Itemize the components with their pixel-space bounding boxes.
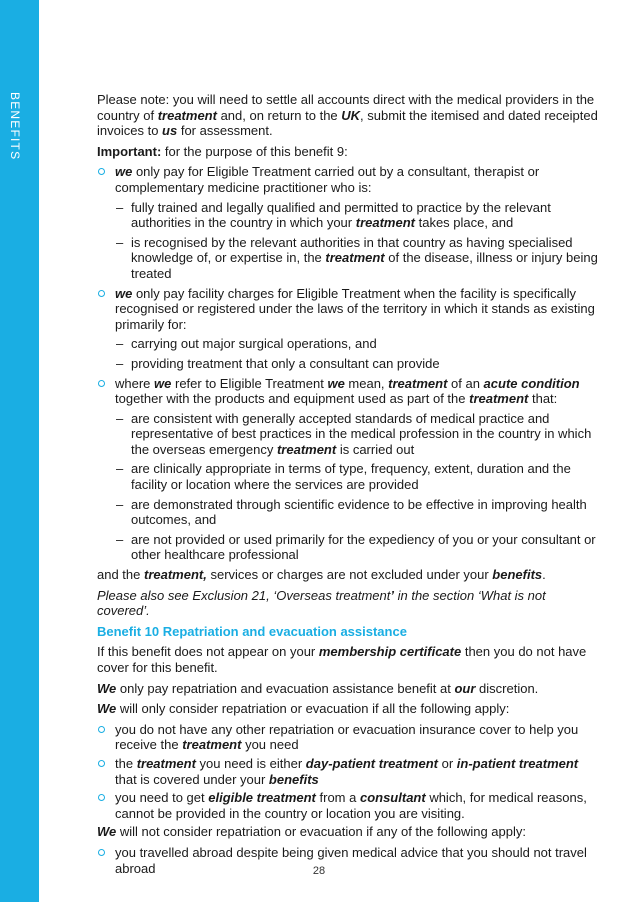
see-also-note: Please also see Exclusion 21, ‘Overseas treatment’ in the section ‘What is not covered’. [97, 587, 546, 619]
benefit-10-paragraph: We will not consider repatriation or evacuation if any of the following apply: [97, 824, 526, 840]
important-paragraph: Important: for the purpose of this benefit 9: [97, 143, 348, 159]
conditions-list [97, 722, 601, 822]
sidebar [0, 0, 39, 902]
list-item: – are demonstrated through scientific evidence to be effective in improving health outcomes, and [115, 497, 601, 528]
list-item: you travelled abroad despite being given medical advice that you should not travel abroad [97, 845, 601, 876]
eligibility-list [97, 164, 601, 563]
list-item: – are clinically appropriate in terms of type, frequency, extent, duration and the facility or location where the services are provided [115, 461, 601, 492]
closing-paragraph: and the treatment, services or charges are not excluded under your benefits. [97, 567, 546, 583]
list-item: – providing treatment that only a consultant can provide [115, 356, 601, 372]
list-item: we only pay facility charges for Eligible Treatment when the facility is specifically recognised or registered under the laws of the territory in which it stands as existing primarily for: – carrying out major surgical operations, and – providing treatment that only a consultant can provide [97, 286, 601, 372]
benefit-10-paragraph: We will only consider repatriation or evacuation if all the following apply: [97, 701, 510, 717]
list-item: – fully trained and legally qualified and permitted to practice by the relevant authorities in the country in which your treatment takes place, and [115, 200, 601, 231]
intro-paragraph: Please note: you will need to settle all accounts direct with the medical providers in the country of treatment and, on return to the UK, submit the itemised and dated receipted invoices to us for assessment. [97, 92, 598, 139]
list-item: the treatment you need is either day-patient treatment or in-patient treatment that is covered under your benefits [97, 756, 601, 787]
list-item: we only pay for Eligible Treatment carried out by a consultant, therapist or complementary medicine practitioner who is: – fully trained and legally qualified and permitted to practice by the relevant authorities in the country in which your treatment takes place, and – is recognised by the relevant authorities in that country as having specialised knowledge of, or expertise in, the treatment of the disease, illness or injury being treated [97, 164, 601, 281]
benefit-10-paragraph: We only pay repatriation and evacuation assistance benefit at our discretion. [97, 680, 539, 696]
benefit-10-heading: Benefit 10 Repatriation and evacuation assistance [97, 623, 407, 639]
sub-list [115, 200, 601, 282]
list-item: – is recognised by the relevant authorities in that country as having specialised knowledge of, or expertise in, the treatment of the disease, illness or injury being treated [115, 235, 601, 282]
section-label: BENEFITS [8, 92, 22, 161]
list-item: you need to get eligible treatment from a consultant which, for medical reasons, cannot be provided in the country or location you are visiting. [97, 790, 601, 821]
list-item: – carrying out major surgical operations, and [115, 336, 601, 352]
benefit-10-paragraph: If this benefit does not appear on your membership certificate then you do not have cover for this benefit. [97, 644, 587, 675]
list-item: you do not have any other repatriation or evacuation insurance cover to help you receive the treatment you need [97, 722, 601, 753]
sub-list [115, 411, 601, 563]
list-item: – are consistent with generally accepted standards of medical practice and representative of best practices in the medical profession in the country in which the overseas emergency treatment is carried out [115, 411, 601, 458]
list-item: where we refer to Eligible Treatment we mean, treatment of an acute condition together with the products and equipment used as part of the treatment that: – are consistent with generally accepted standards of medical practice and representative of best practices in the medical profession in the country in which the overseas emergency treatment is carried out – are clinically appropriate in terms of type, frequency, extent, duration and the facility or location where the services are provided – are demonstrated through scientific evidence to be effective in improving health outcomes, and – are not provided or used primarily for the expediency of you or your consultant or other healthcare professional [97, 376, 601, 564]
page-number: 28 [312, 865, 326, 877]
sub-list [115, 336, 601, 371]
list-item: – are not provided or used primarily for the expediency of you or your consultant or other healthcare professional [115, 532, 601, 563]
document-body [97, 92, 601, 879]
